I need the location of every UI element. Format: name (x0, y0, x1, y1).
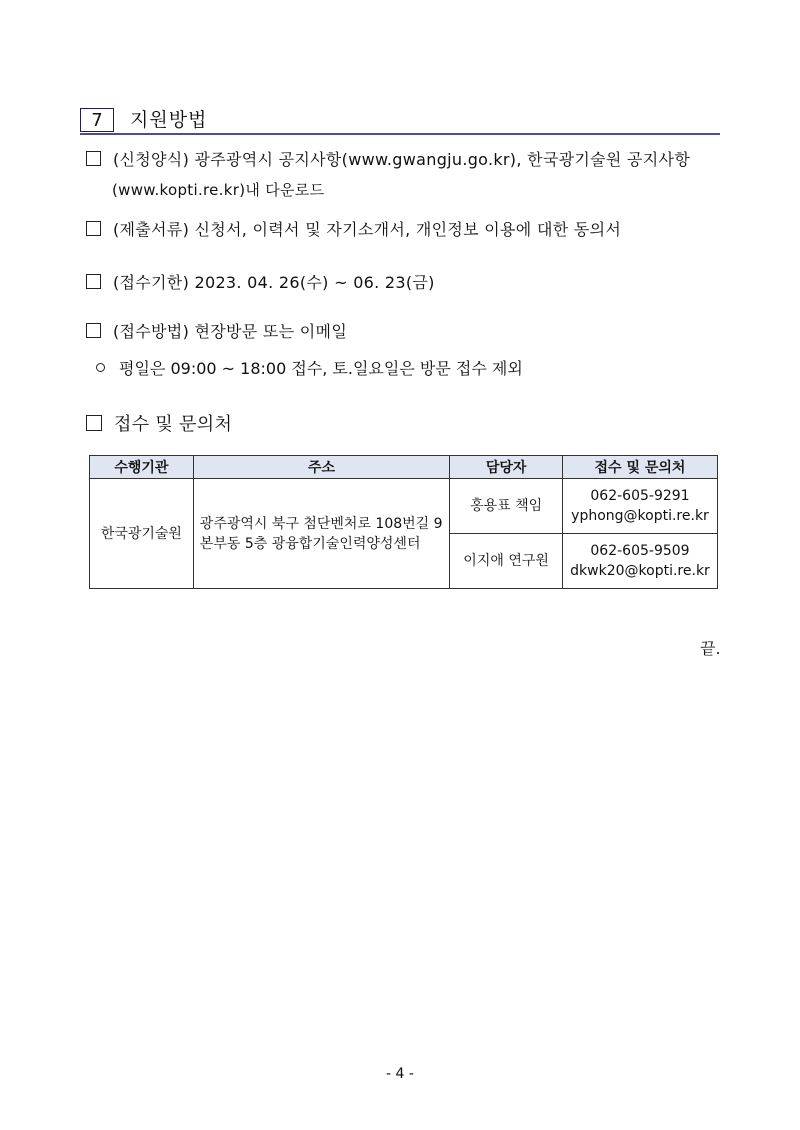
section-header (80, 108, 720, 134)
person-cell: 홍용표 책임 (450, 479, 563, 534)
item-text: (신청양식) 광주광역시 공지사항(www.gwangju.go.kr), 한국광기술원 공지사항 (113, 150, 691, 169)
list-item-documents (86, 215, 621, 245)
contact-table (89, 455, 718, 589)
person-cell: 이지애 연구원 (450, 534, 563, 589)
contact-heading (86, 410, 232, 440)
header-org: 수행기관 (90, 456, 194, 479)
checkbox-bullet-icon (86, 274, 101, 289)
contact-cell (562, 534, 717, 589)
contact-cell (562, 479, 717, 534)
item-text: (제출서류) 신청서, 이력서 및 자기소개서, 개인정보 이용에 대한 동의서 (113, 220, 622, 239)
item-text: (접수기한) 2023. 04. 26(수) ~ 06. 23(금) (113, 273, 435, 292)
list-item-method (86, 317, 347, 347)
sub-item-hours (96, 354, 523, 384)
phone-number: 062-605-9509 (590, 543, 690, 559)
section-number: 7 (80, 108, 114, 132)
address-line: 본부동 5층 광융합기술인력양성센터 (199, 535, 421, 552)
list-item-deadline (86, 268, 435, 298)
address-line: 광주광역시 북구 첨단벤처로 108번길 9 (199, 515, 443, 532)
checkbox-bullet-icon (86, 151, 101, 166)
header-address: 주소 (193, 456, 449, 479)
sub-item-text: 평일은 09:00 ~ 18:00 접수, 토.일요일은 방문 접수 제외 (119, 359, 523, 378)
item-text-continued: (www.kopti.re.kr)내 다운로드 (112, 181, 325, 199)
section-title: 지원방법 (130, 109, 208, 131)
org-cell: 한국광기술원 (90, 479, 194, 589)
address-cell (193, 479, 449, 589)
email-address[interactable]: yphong@kopti.re.kr (571, 508, 709, 524)
section-divider (80, 133, 720, 135)
checkbox-bullet-icon (86, 415, 102, 431)
header-person: 담당자 (450, 456, 563, 479)
header-contact: 접수 및 문의처 (562, 456, 717, 479)
item-text: (접수방법) 현장방문 또는 이메일 (113, 322, 348, 341)
list-item-application-form (86, 145, 690, 175)
checkbox-bullet-icon (86, 221, 101, 236)
table-header-row (90, 456, 718, 479)
end-mark: 끝. (700, 639, 721, 658)
email-address[interactable]: dkwk20@kopti.re.kr (570, 563, 710, 579)
page-number: - 4 - (386, 1066, 414, 1082)
contact-heading-text: 접수 및 문의처 (114, 414, 233, 435)
circle-bullet-icon (96, 363, 105, 372)
table-row (90, 479, 718, 534)
list-item-continuation (112, 175, 324, 205)
checkbox-bullet-icon (86, 323, 101, 338)
phone-number: 062-605-9291 (590, 488, 690, 504)
